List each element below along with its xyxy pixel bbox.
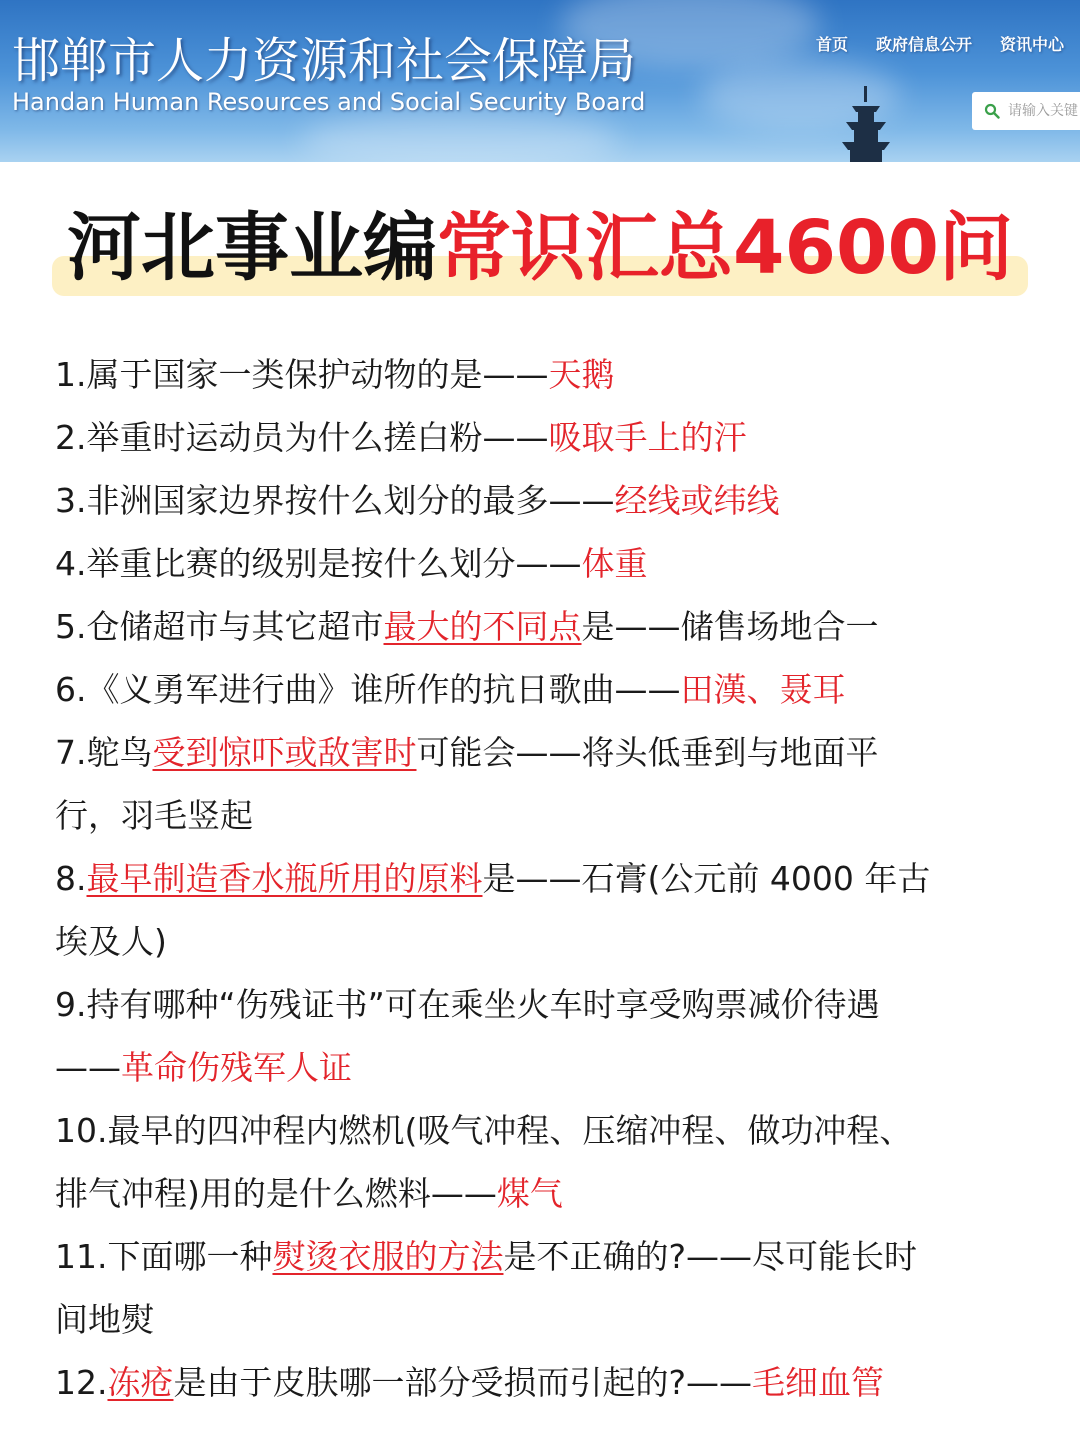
qa-text: 9.持有哪种“伤残证书”可在乘坐火车时享受购票减价待遇 [55, 985, 880, 1024]
qa-text: 12. [55, 1363, 108, 1402]
site-title: 邯郸市人力资源和社会保障局 [12, 33, 637, 89]
qa-line [55, 532, 1025, 595]
title-part-black: 河北事业编 [67, 205, 438, 291]
qa-underlined-keyword: 冻疮 [107, 1363, 174, 1402]
qa-text: 4.举重比赛的级别是按什么划分—— [55, 544, 582, 583]
qa-text: —— [55, 1048, 121, 1087]
qa-line [55, 406, 1025, 469]
qa-text: 10.最早的四冲程内燃机(吸气冲程、压缩冲程、做功冲程、 [55, 1111, 913, 1150]
qa-text: 间地熨 [55, 1300, 154, 1339]
qa-underlined-keyword: 最早制造香水瓶所用的原料 [86, 859, 483, 898]
nav-government-info[interactable]: 政府信息公开 [875, 35, 972, 54]
qa-line [55, 784, 1025, 847]
nav-news-center[interactable]: 资讯中心 [999, 35, 1064, 54]
qa-line [55, 847, 1025, 910]
qa-text: 排气冲程)用的是什么燃料—— [55, 1174, 497, 1213]
qa-answer: 毛细血管 [752, 1363, 884, 1402]
qa-line [55, 343, 1025, 406]
qa-text: 可能会——将头低垂到与地面平 [416, 733, 879, 772]
qa-line [55, 721, 1025, 784]
qa-text: 3.非洲国家边界按什么划分的最多—— [55, 481, 615, 520]
qa-line [55, 469, 1025, 532]
qa-line [55, 1162, 1025, 1225]
qa-text: 2.举重时运动员为什么搓白粉—— [55, 418, 549, 457]
qa-answer: 经线或纬线 [614, 481, 780, 520]
top-navigation [816, 32, 1064, 55]
qa-text: 1.属于国家一类保护动物的是—— [55, 355, 549, 394]
qa-list [55, 343, 1025, 1414]
document-title [52, 196, 1028, 300]
qa-text: 7.鸵鸟 [55, 733, 153, 772]
qa-answer: 煤气 [496, 1174, 563, 1213]
site-header-banner [0, 0, 1080, 162]
qa-text: 5.仓储超市与其它超市 [55, 607, 384, 646]
qa-line [55, 658, 1025, 721]
qa-line [55, 595, 1025, 658]
qa-line [55, 973, 1025, 1036]
qa-text: 是不正确的?——尽可能长时 [503, 1237, 917, 1276]
search-icon[interactable] [984, 103, 1000, 119]
banner-cloud [300, 110, 620, 162]
qa-text: 11.下面哪一种 [55, 1237, 273, 1276]
qa-text: 行，羽毛竖起 [55, 796, 253, 835]
search-box[interactable] [972, 92, 1080, 130]
qa-answer: 吸取手上的汗 [548, 418, 747, 457]
title-part-red: 常识汇总4600问 [437, 205, 1013, 291]
qa-line [55, 1351, 1025, 1414]
qa-line [55, 910, 1025, 973]
qa-text: 是由于皮肤哪一部分受损而引起的?—— [173, 1363, 752, 1402]
qa-underlined-keyword: 受到惊吓或敌害时 [152, 733, 417, 772]
qa-line [55, 1036, 1025, 1099]
qa-underlined-keyword: 熨烫衣服的方法 [272, 1237, 504, 1276]
qa-line [55, 1288, 1025, 1351]
qa-text: 8. [55, 859, 87, 898]
qa-underlined-keyword: 最大的不同点 [383, 607, 582, 646]
qa-text: 6.《义勇军进行曲》谁所作的抗日歌曲—— [55, 670, 681, 709]
qa-text: 埃及人) [55, 922, 167, 961]
nav-home[interactable]: 首页 [815, 35, 848, 54]
qa-answer: 田漢、聂耳 [680, 670, 846, 709]
qa-line [55, 1225, 1025, 1288]
pagoda-silhouette-icon [842, 86, 890, 162]
site-subtitle: Handan Human Resources and Social Security Board [12, 88, 646, 116]
qa-text: 是——储售场地合一 [581, 607, 879, 646]
search-input[interactable] [1008, 103, 1080, 119]
qa-text: 是——石膏(公元前 4000 年古 [482, 859, 931, 898]
title-text [52, 196, 1028, 300]
qa-answer: 天鹅 [548, 355, 615, 394]
qa-line [55, 1099, 1025, 1162]
qa-answer: 革命伤残军人证 [121, 1048, 352, 1087]
qa-answer: 体重 [581, 544, 648, 583]
